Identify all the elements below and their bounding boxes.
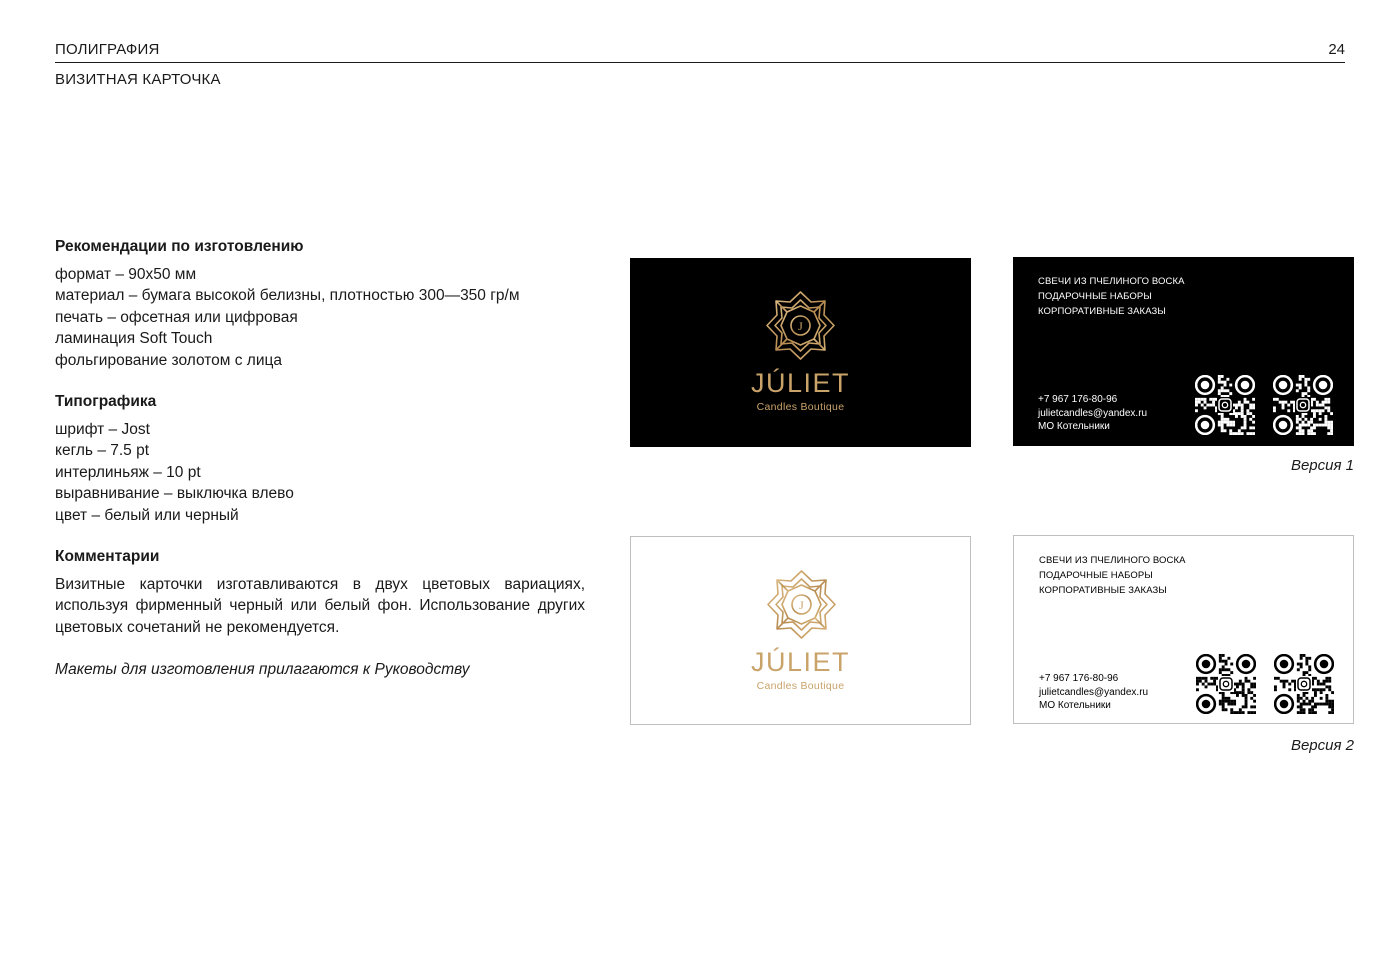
spec-line: материал – бумага высокой белизны, плотностью 300—350 гр/м (55, 287, 520, 304)
comments-text: Визитные карточки изготавливаются в двух цветовых вариациях, используя фирменный черный или белый фон. Использование других цветовых сочетаний не рекомендуется. (55, 575, 585, 636)
spec-line: фольгирование золотом с лица (55, 351, 283, 369)
business-card-back-dark (1013, 257, 1354, 446)
version-label: Версия 2 (1290, 737, 1354, 754)
spec-line: интерлиньяж – 10 pt (55, 463, 201, 481)
business-card-front-dark (630, 258, 971, 447)
version-label: Версия 1 (1290, 457, 1354, 474)
contact-block (1038, 393, 1147, 434)
card-logo (631, 537, 970, 724)
address: МО Котельники (1038, 421, 1110, 432)
qr-instagram-icon (1274, 654, 1334, 714)
phone: +7 967 176-80-96 (1038, 394, 1118, 405)
brand-name: JÚLIET (750, 368, 851, 398)
qr-vk-icon (1196, 654, 1256, 714)
qr-vk-icon (1195, 375, 1255, 435)
comments-block (55, 546, 590, 681)
brand-name: JÚLIET (750, 647, 851, 677)
spec-line: печать – офсетная или цифровая (55, 308, 298, 326)
recommendations-heading: Рекомендации по изготовлению (55, 238, 304, 255)
email: julietcandles@yandex.ru (1038, 407, 1148, 419)
layouts-note: Макеты для изготовления прилагаются к Руководству (55, 661, 470, 678)
spec-line: шрифт – Jost (55, 420, 150, 438)
service-item: КОРПОРАТИВНЫЕ ЗАКАЗЫ (1038, 306, 1166, 317)
logo-letter: J (799, 598, 804, 612)
service-item: СВЕЧИ ИЗ ПЧЕЛИНОГО ВОСКА (1039, 555, 1186, 566)
phone: +7 967 176-80-96 (1039, 673, 1119, 684)
header-divider (55, 62, 1345, 63)
recommendations-block (55, 236, 590, 371)
service-item: ПОДАРОЧНЫЕ НАБОРЫ (1038, 291, 1152, 302)
brand-tagline: Candles Boutique (756, 401, 845, 413)
spec-line: ламинация Soft Touch (55, 330, 213, 347)
spec-line: кегль – 7.5 pt (55, 442, 150, 459)
candle-emblem-icon (765, 290, 836, 361)
qr-instagram-icon (1273, 375, 1333, 435)
business-card-back-light (1013, 535, 1354, 724)
spec-line: цвет – белый или черный (55, 506, 239, 524)
card-logo (630, 258, 971, 447)
business-card-front-light (630, 536, 971, 725)
service-item: КОРПОРАТИВНЫЕ ЗАКАЗЫ (1039, 585, 1167, 596)
typography-block (55, 391, 590, 526)
service-item: ПОДАРОЧНЫЕ НАБОРЫ (1039, 570, 1153, 581)
comments-heading: Комментарии (55, 548, 160, 565)
spec-line: формат – 90х50 мм (55, 265, 197, 283)
email: julietcandles@yandex.ru (1039, 686, 1149, 698)
page-number: 24 (1328, 41, 1345, 58)
service-item: СВЕЧИ ИЗ ПЧЕЛИНОГО ВОСКА (1038, 276, 1185, 287)
services-list (1038, 274, 1185, 319)
brand-tagline: Candles Boutique (756, 680, 845, 692)
spec-text-column (55, 236, 590, 695)
logo-letter: J (798, 319, 803, 333)
services-list (1039, 553, 1186, 598)
contact-block (1039, 672, 1148, 713)
spec-line: выравнивание – выключка влево (55, 485, 294, 502)
section-title: ПОЛИГРАФИЯ (55, 41, 160, 58)
address: МО Котельники (1039, 700, 1111, 711)
typography-heading: Типографика (55, 393, 157, 410)
subsection-title: ВИЗИТНАЯ КАРТОЧКА (55, 71, 221, 88)
candle-emblem-icon (766, 569, 837, 640)
